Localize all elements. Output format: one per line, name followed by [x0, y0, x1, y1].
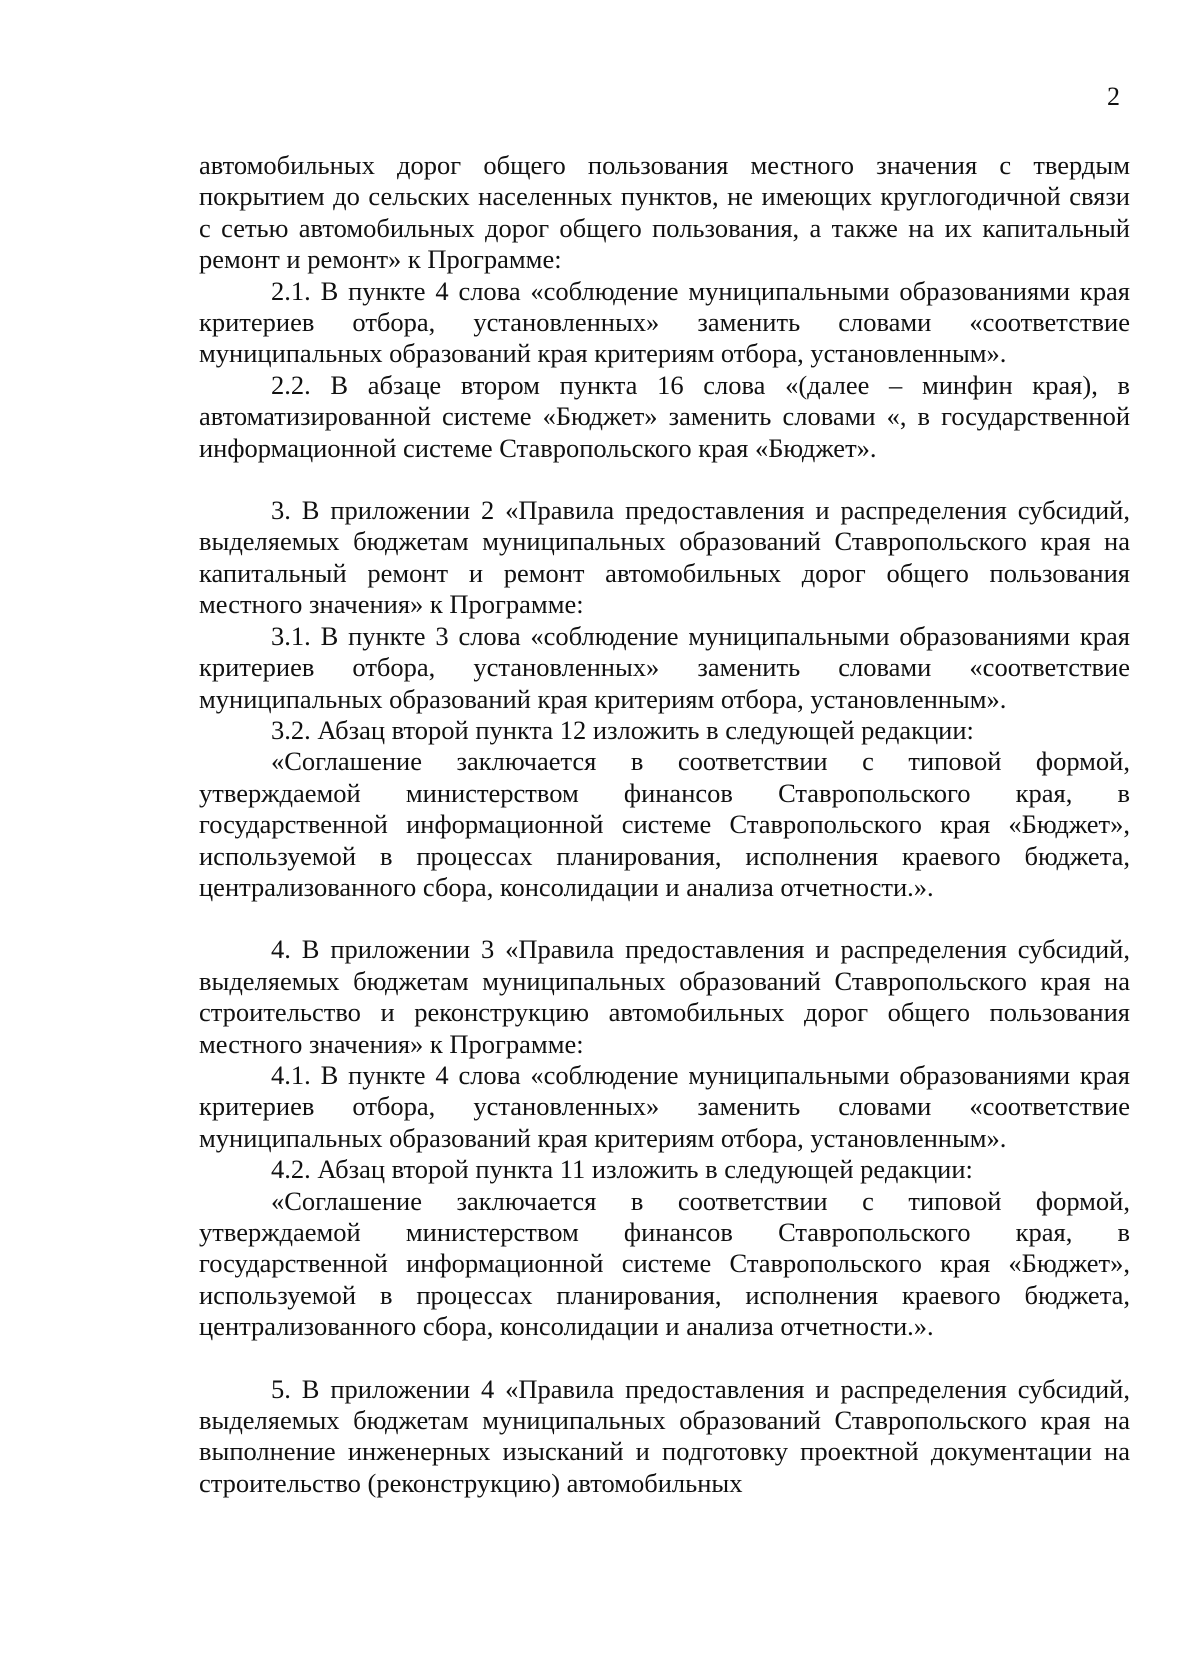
paragraph-3-2: 3.2. Абзац второй пункта 12 изложить в следующей редакции:	[271, 714, 974, 745]
paragraph-2-2: 2.2. В абзаце втором пункта 16 слова «(далее – минфин края), в автоматизированной системе «Бюджет» заменить словами «, в государственной информационной системе Ставропольского края «Бюджет».	[199, 369, 1130, 463]
paragraph-spacer	[199, 903, 1130, 934]
paragraph-3: 3. В приложении 2 «Правила предоставления и распределения субсидий, выделяемых бюджетам муниципальных образований Ставропольского края на капитальный ремонт и ремонт автомобильных дорог общего пользования местного значения» к Программе:	[199, 495, 1130, 620]
paragraph-intro: автомобильных дорог общего пользования местного значения с твердым покрытием до сельских населенных пунктов, не имеющих круглогодичной связи с сетью автомобильных дорог общего пользования, а также на их капитальный ремонт и ремонт» к Программе:	[199, 150, 1130, 275]
paragraph-5: 5. В приложении 4 «Правила предоставления и распределения субсидий, выделяемых бюджетам муниципальных образований Ставропольского края на выполнение инженерных изысканий и подготовку проектной документации на строительство (реконструкцию) автомобильных	[199, 1373, 1130, 1498]
document-body	[199, 150, 1130, 1499]
paragraph-4-2: 4.2. Абзац второй пункта 11 изложить в следующей редакции:	[271, 1154, 973, 1185]
paragraph-spacer	[199, 464, 1130, 495]
paragraph-2-1: 2.1. В пункте 4 слова «соблюдение муниципальными образованиями края критериев отбора, установленных» заменить словами «соответствие муниципальных образований края критериям отбора, установленным».	[199, 275, 1130, 369]
page-number: 2	[1107, 82, 1120, 111]
paragraph-spacer	[199, 1343, 1130, 1374]
paragraph-4-1: 4.1. В пункте 4 слова «соблюдение муниципальными образованиями края критериев отбора, установленных» заменить словами «соответствие муниципальных образований края критериям отбора, установленным».	[199, 1059, 1130, 1153]
paragraph-3-1: 3.1. В пункте 3 слова «соблюдение муниципальными образованиями края критериев отбора, установленных» заменить словами «соответствие муниципальных образований края критериям отбора, установленным».	[199, 620, 1130, 714]
paragraph-3-2-quote: «Соглашение заключается в соответствии с типовой формой, утверждаемой министерством финансов Ставропольского края, в государственной информационной системе Ставропольского края «Бюджет», используемой в процессах планирования, исполнения краевого бюджета, централизованного сбора, консолидации и анализа отчетности.».	[199, 746, 1130, 902]
paragraph-4-2-quote: «Соглашение заключается в соответствии с типовой формой, утверждаемой министерством финансов Ставропольского края, в государственной информационной системе Ставропольского края «Бюджет», используемой в процессах планирования, исполнения краевого бюджета, централизованного сбора, консолидации и анализа отчетности.».	[199, 1185, 1130, 1342]
paragraph-4: 4. В приложении 3 «Правила предоставления и распределения субсидий, выделяемых бюджетам муниципальных образований Ставропольского края на строительство и реконструкцию автомобильных дорог общего пользования местного значения» к Программе:	[199, 934, 1130, 1059]
